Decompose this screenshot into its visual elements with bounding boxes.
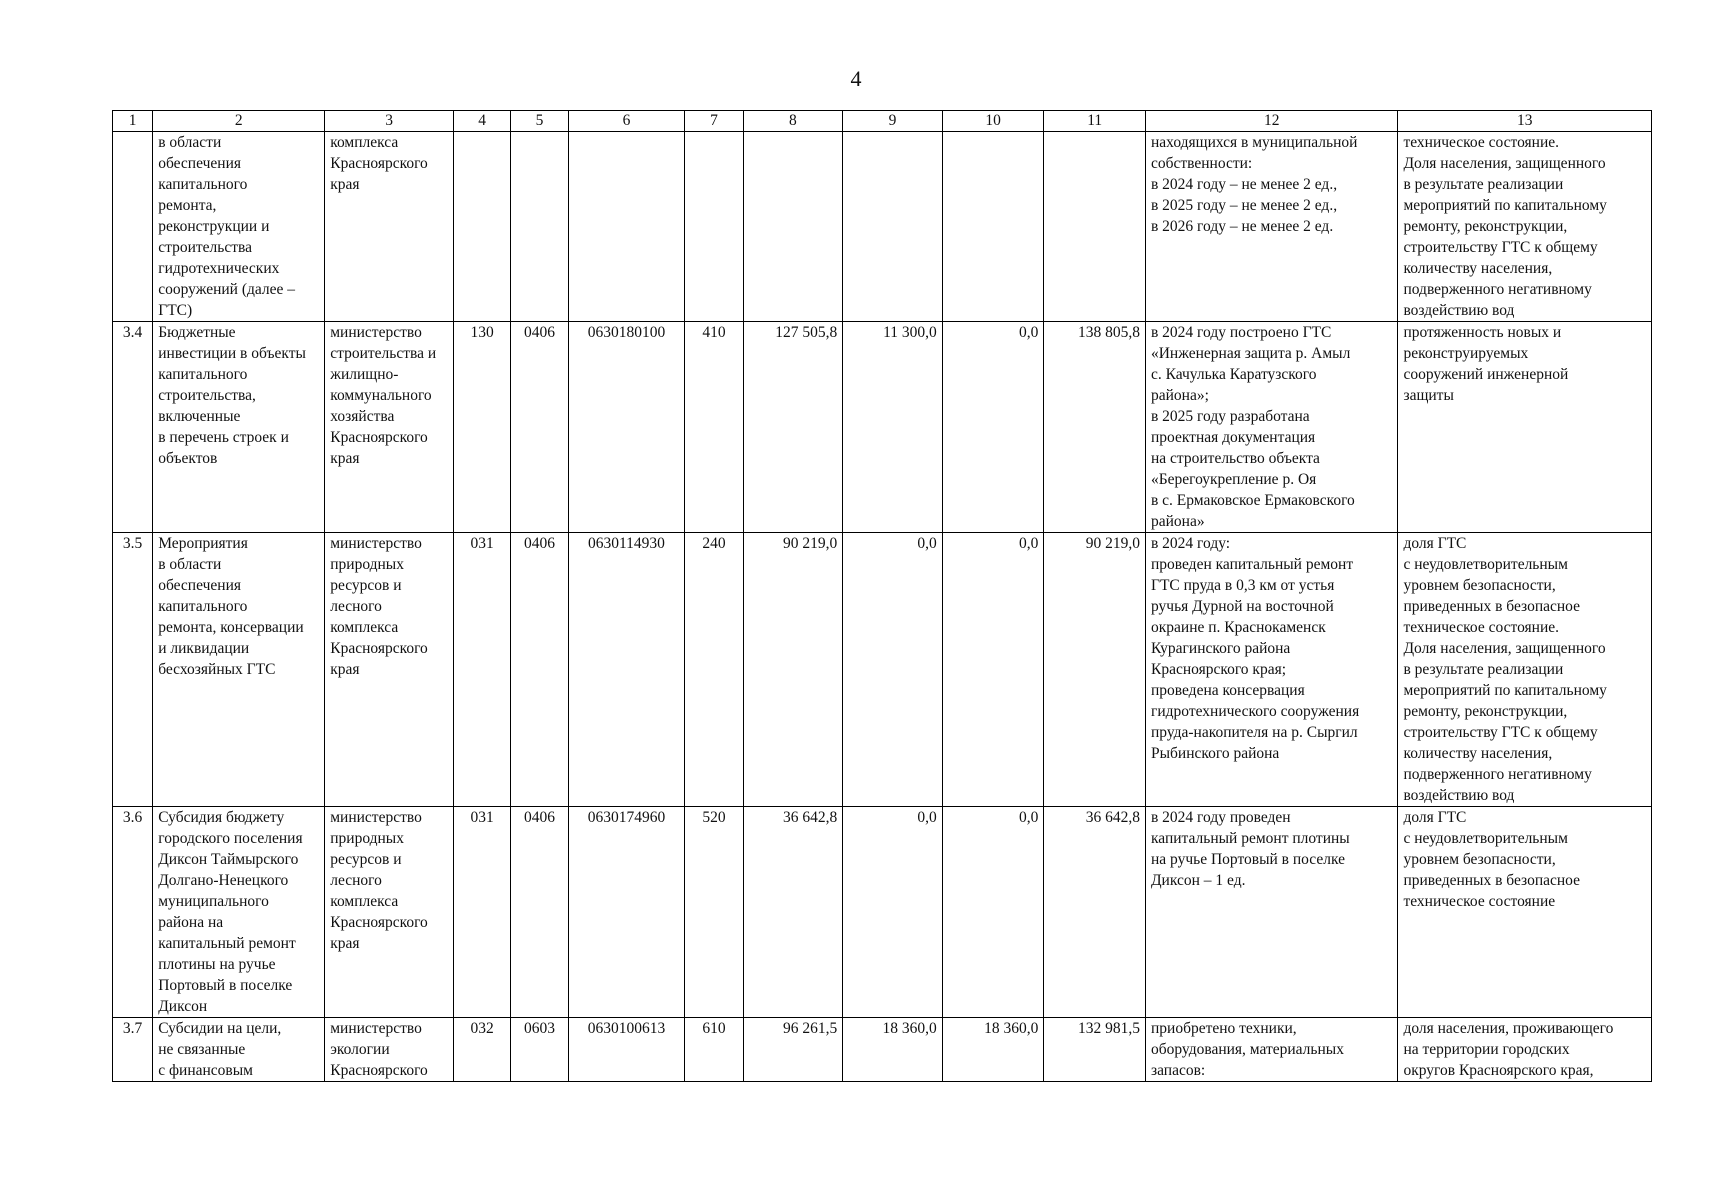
expected-result-cell-line: района» (1150, 513, 1205, 530)
expected-result-cell-line: в 2024 году проведен (1150, 809, 1291, 826)
indicator-cell (1398, 1018, 1652, 1082)
expected-result-cell-line: находящихся в муниципальной (1150, 134, 1358, 151)
expected-result-cell-line: Курагинского района (1150, 640, 1291, 657)
activity-name-cell-line: обеспечения (158, 155, 241, 172)
activity-name-cell-line: муниципального (158, 893, 269, 910)
activity-name-cell-line: строительства (158, 239, 252, 256)
expected-result-cell-line: «Инженерная защита р. Амыл (1150, 345, 1351, 362)
column-header: 4 (453, 111, 510, 132)
executor-cell (325, 533, 454, 807)
executor-cell-line: министерство (330, 535, 422, 552)
target-article-cell (568, 132, 685, 322)
expected-result-cell-line: Рыбинского района (1150, 745, 1280, 762)
indicator-cell-line: с неудовлетворительным (1403, 556, 1568, 573)
activity-name-cell-line: бесхозяйных ГТС (158, 661, 276, 678)
indicator-cell-line: техническое состояние. (1403, 134, 1560, 151)
executor-cell-line: края (330, 661, 360, 678)
indicator-cell-line: с неудовлетворительным (1403, 830, 1568, 847)
expected-result-cell-line: Диксон – 1 ед. (1150, 872, 1246, 889)
activity-name-cell-line: ремонта, консервации (158, 619, 304, 636)
executor-cell-line: края (330, 935, 360, 952)
row-number-cell: 3.4 (113, 322, 153, 533)
expected-result-cell (1145, 132, 1397, 322)
grbs-code-cell: 032 (453, 1018, 510, 1082)
indicator-cell (1398, 322, 1652, 533)
indicator-cell-line: округов Красноярского края, (1403, 1062, 1594, 1079)
page-number: 4 (850, 66, 862, 91)
activity-name-cell (153, 533, 325, 807)
expense-type-cell: 610 (685, 1018, 743, 1082)
amount-2026-cell: 0,0 (942, 533, 1044, 807)
expected-result-cell-line: «Берегоукрепление р. Оя (1150, 471, 1317, 488)
executor-cell-line: лесного (330, 598, 382, 615)
activity-name-cell-line: ГТС) (158, 302, 193, 319)
executor-cell (325, 322, 454, 533)
row-number-cell: 3.7 (113, 1018, 153, 1082)
indicator-cell-line: на территории городских (1403, 1041, 1570, 1058)
amount-total-cell: 36 642,8 (1044, 807, 1146, 1018)
amount-2025-cell: 18 360,0 (843, 1018, 943, 1082)
grbs-code-cell (453, 132, 510, 322)
expected-result-cell-line: в 2026 году – не менее 2 ед. (1150, 218, 1334, 235)
executor-cell-line: комплекса (330, 893, 399, 910)
executor-cell-line: природных (330, 830, 404, 847)
column-header: 7 (685, 111, 743, 132)
indicator-cell-line: воздействию вод (1403, 302, 1515, 319)
executor-cell (325, 1018, 454, 1082)
activity-name-cell-line: района на (158, 914, 224, 931)
amount-2025-cell: 0,0 (843, 807, 943, 1018)
expected-result-cell-line: в 2024 году – не менее 2 ед., (1150, 176, 1338, 193)
executor-cell-line: министерство (330, 324, 422, 341)
activity-name-cell-line: в области (158, 134, 222, 151)
activity-name-cell-line: с финансовым (158, 1062, 253, 1079)
activity-name-cell-line: Диксон (158, 998, 208, 1015)
column-header: 6 (568, 111, 685, 132)
indicator-cell-line: уровнем безопасности, (1403, 577, 1556, 594)
expected-result-cell-line: запасов: (1150, 1062, 1206, 1079)
indicator-cell-line: строительству ГТС к общему (1403, 724, 1598, 741)
indicator-cell-line: воздействию вод (1403, 787, 1515, 804)
executor-cell-line: края (330, 176, 360, 193)
expected-result-cell (1145, 533, 1397, 807)
executor-cell-line: Красноярского (330, 155, 428, 172)
executor-cell-line: коммунального (330, 387, 432, 404)
indicator-cell (1398, 807, 1652, 1018)
activity-name-cell-line: плотины на ручье (158, 956, 276, 973)
activity-name-cell-line: инвестиции в объекты (158, 345, 306, 362)
row-number-cell: 3.5 (113, 533, 153, 807)
indicator-cell-line: в результате реализации (1403, 176, 1564, 193)
amount-2026-cell: 18 360,0 (942, 1018, 1044, 1082)
expected-result-cell-line: проведен капитальный ремонт (1150, 556, 1354, 573)
executor-cell-line: природных (330, 556, 404, 573)
expected-result-cell-line: в 2024 году: (1150, 535, 1231, 552)
indicator-cell-line: техническое состояние. (1403, 619, 1560, 636)
expected-result-cell-line: окраине п. Краснокаменск (1150, 619, 1326, 636)
activity-name-cell-line: Долгано-Ненецкого (158, 872, 289, 889)
indicator-cell-line: доля населения, проживающего (1403, 1020, 1614, 1037)
indicator-cell-line: подверженного негативному (1403, 766, 1592, 783)
grbs-code-cell: 031 (453, 533, 510, 807)
section-code-cell: 0406 (511, 322, 568, 533)
column-header: 10 (942, 111, 1044, 132)
indicator-cell-line: Доля населения, защищенного (1403, 155, 1606, 172)
indicator-cell-line: реконструируемых (1403, 345, 1529, 362)
activity-name-cell-line: гидротехнических (158, 260, 280, 277)
column-header: 11 (1044, 111, 1146, 132)
activity-name-cell-line: Диксон Таймырского (158, 851, 299, 868)
amount-2024-cell: 127 505,8 (743, 322, 843, 533)
expected-result-cell-line: ручья Дурной на восточной (1150, 598, 1334, 615)
indicator-cell-line: доля ГТС (1403, 535, 1467, 552)
activity-name-cell-line: капитального (158, 176, 248, 193)
expected-result-cell (1145, 807, 1397, 1018)
activity-name-cell-line: строительства, (158, 387, 256, 404)
activity-name-cell-line: ремонта, (158, 197, 217, 214)
column-header: 1 (113, 111, 153, 132)
activity-name-cell-line: Субсидии на цели, (158, 1020, 282, 1037)
table-row (113, 132, 1652, 322)
activity-name-cell-line: сооружений (далее – (158, 281, 296, 298)
column-number-row (113, 111, 1652, 132)
indicator-cell-line: ремонту, реконструкции, (1403, 218, 1568, 235)
target-article-cell: 0630100613 (568, 1018, 685, 1082)
target-article-cell: 0630114930 (568, 533, 685, 807)
section-code-cell: 0603 (511, 1018, 568, 1082)
activity-name-cell-line: капитальный ремонт (158, 935, 296, 952)
executor-cell-line: края (330, 450, 360, 467)
amount-2025-cell: 11 300,0 (843, 322, 943, 533)
executor-cell-line: министерство (330, 1020, 422, 1037)
expected-result-cell-line: на строительство объекта (1150, 450, 1320, 467)
executor-cell (325, 132, 454, 322)
activity-name-cell-line: капитального (158, 598, 248, 615)
expected-result-cell-line: на ручье Портовый в поселке (1150, 851, 1345, 868)
activity-name-cell (153, 322, 325, 533)
indicator-cell-line: уровнем безопасности, (1403, 851, 1556, 868)
activity-name-cell-line: объектов (158, 450, 218, 467)
expected-result-cell-line: Красноярского края; (1150, 661, 1287, 678)
expected-result-cell-line: капитальный ремонт плотины (1150, 830, 1350, 847)
indicator-cell-line: доля ГТС (1403, 809, 1467, 826)
grbs-code-cell: 130 (453, 322, 510, 533)
activity-name-cell (153, 1018, 325, 1082)
indicator-cell-line: мероприятий по капитальному (1403, 197, 1607, 214)
expected-result-cell (1145, 322, 1397, 533)
column-header: 2 (153, 111, 325, 132)
indicator-cell-line: мероприятий по капитальному (1403, 682, 1607, 699)
indicator-cell-line: строительству ГТС к общему (1403, 239, 1598, 256)
column-header: 13 (1398, 111, 1652, 132)
section-code-cell: 0406 (511, 533, 568, 807)
activity-name-cell-line: Мероприятия (158, 535, 248, 552)
target-article-cell: 0630180100 (568, 322, 685, 533)
executor-cell-line: Красноярского (330, 914, 428, 931)
expected-result-cell-line: проведена консервация (1150, 682, 1305, 699)
expected-result-cell (1145, 1018, 1397, 1082)
program-activities-table (112, 110, 1652, 1082)
executor-cell-line: лесного (330, 872, 382, 889)
indicator-cell-line: ремонту, реконструкции, (1403, 703, 1568, 720)
expected-result-cell-line: ГТС пруда в 0,3 км от устья (1150, 577, 1335, 594)
executor-cell-line: комплекса (330, 134, 399, 151)
indicator-cell-line: Доля населения, защищенного (1403, 640, 1606, 657)
amount-2024-cell: 96 261,5 (743, 1018, 843, 1082)
section-code-cell (511, 132, 568, 322)
executor-cell-line: ресурсов и (330, 851, 402, 868)
executor-cell-line: строительства и (330, 345, 437, 362)
indicator-cell-line: протяженность новых и (1403, 324, 1562, 341)
expense-type-cell: 240 (685, 533, 743, 807)
activity-name-cell-line: в перечень строек и (158, 429, 289, 446)
indicator-cell-line: защиты (1403, 387, 1454, 404)
grbs-code-cell: 031 (453, 807, 510, 1018)
table-row (113, 533, 1652, 807)
expense-type-cell: 520 (685, 807, 743, 1018)
column-header: 5 (511, 111, 568, 132)
column-header: 12 (1145, 111, 1397, 132)
executor-cell-line: хозяйства (330, 408, 395, 425)
expense-type-cell: 410 (685, 322, 743, 533)
activity-name-cell-line: капитального (158, 366, 248, 383)
amount-2024-cell (743, 132, 843, 322)
executor-cell-line: Красноярского (330, 640, 428, 657)
indicator-cell-line: количеству населения, (1403, 745, 1553, 762)
expected-result-cell-line: пруда-накопителя на р. Сыргил (1150, 724, 1358, 741)
row-number-cell (113, 132, 153, 322)
executor-cell-line: Красноярского (330, 1062, 428, 1079)
activity-name-cell (153, 132, 325, 322)
table-row (113, 1018, 1652, 1082)
activity-name-cell-line: Бюджетные (158, 324, 236, 341)
table-row (113, 322, 1652, 533)
indicator-cell (1398, 533, 1652, 807)
amount-total-cell: 138 805,8 (1044, 322, 1146, 533)
activity-name-cell-line: в области (158, 556, 222, 573)
indicator-cell-line: в результате реализации (1403, 661, 1564, 678)
indicator-cell-line: сооружений инженерной (1403, 366, 1569, 383)
activity-name-cell (153, 807, 325, 1018)
expected-result-cell-line: проектная документация (1150, 429, 1316, 446)
activity-name-cell-line: Субсидия бюджету (158, 809, 285, 826)
column-header: 3 (325, 111, 454, 132)
executor-cell (325, 807, 454, 1018)
expected-result-cell-line: оборудования, материальных (1150, 1041, 1344, 1058)
expected-result-cell-line: в 2025 году – не менее 2 ед., (1150, 197, 1338, 214)
column-header: 9 (843, 111, 943, 132)
executor-cell-line: министерство (330, 809, 422, 826)
indicator-cell-line: приведенных в безопасное (1403, 598, 1580, 615)
executor-cell-line: экологии (330, 1041, 390, 1058)
activity-name-cell-line: Портовый в поселке (158, 977, 293, 994)
expected-result-cell-line: в с. Ермаковское Ермаковского (1150, 492, 1355, 509)
expected-result-cell-line: приобретено техники, (1150, 1020, 1297, 1037)
expected-result-cell-line: с. Качулька Каратузского (1150, 366, 1317, 383)
activity-name-cell-line: и ликвидации (158, 640, 250, 657)
amount-2024-cell: 90 219,0 (743, 533, 843, 807)
amount-2025-cell (843, 132, 943, 322)
executor-cell-line: Красноярского (330, 429, 428, 446)
column-header: 8 (743, 111, 843, 132)
indicator-cell-line: приведенных в безопасное (1403, 872, 1580, 889)
amount-total-cell: 90 219,0 (1044, 533, 1146, 807)
table-row (113, 807, 1652, 1018)
amount-2026-cell (942, 132, 1044, 322)
expected-result-cell-line: собственности: (1150, 155, 1253, 172)
expected-result-cell-line: района»; (1150, 387, 1209, 404)
activity-name-cell-line: включенные (158, 408, 241, 425)
indicator-cell-line: подверженного негативному (1403, 281, 1592, 298)
amount-2025-cell: 0,0 (843, 533, 943, 807)
amount-total-cell: 132 981,5 (1044, 1018, 1146, 1082)
indicator-cell-line: техническое состояние (1403, 893, 1556, 910)
expected-result-cell-line: гидротехнического сооружения (1150, 703, 1360, 720)
row-number-cell: 3.6 (113, 807, 153, 1018)
activity-name-cell-line: обеспечения (158, 577, 241, 594)
expected-result-cell-line: в 2024 году построено ГТС (1150, 324, 1332, 341)
amount-2026-cell: 0,0 (942, 807, 1044, 1018)
indicator-cell (1398, 132, 1652, 322)
amount-2024-cell: 36 642,8 (743, 807, 843, 1018)
executor-cell-line: жилищно- (330, 366, 399, 383)
indicator-cell-line: количеству населения, (1403, 260, 1553, 277)
section-code-cell: 0406 (511, 807, 568, 1018)
executor-cell-line: ресурсов и (330, 577, 402, 594)
executor-cell-line: комплекса (330, 619, 399, 636)
expense-type-cell (685, 132, 743, 322)
activity-name-cell-line: реконструкции и (158, 218, 270, 235)
table-body (113, 132, 1652, 1082)
target-article-cell: 0630174960 (568, 807, 685, 1018)
amount-total-cell (1044, 132, 1146, 322)
activity-name-cell-line: городского поселения (158, 830, 303, 847)
activity-name-cell-line: не связанные (158, 1041, 246, 1058)
amount-2026-cell: 0,0 (942, 322, 1044, 533)
expected-result-cell-line: в 2025 году разработана (1150, 408, 1310, 425)
